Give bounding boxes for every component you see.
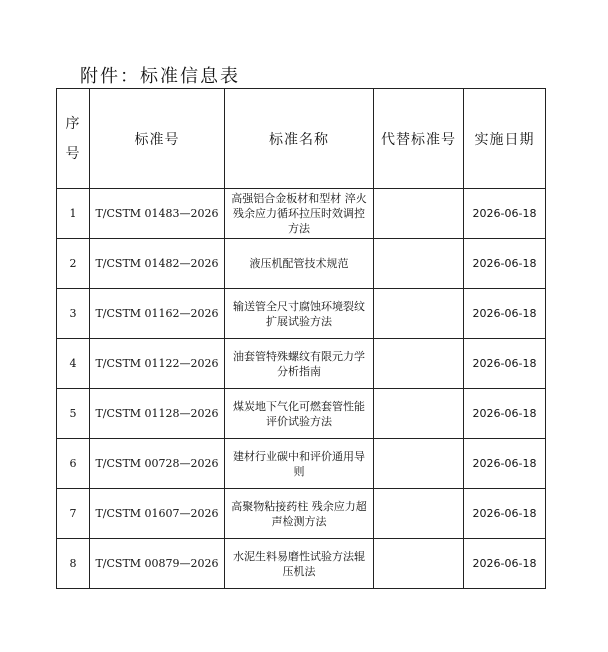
header-date: 实施日期 [464,89,546,189]
table-header-row [57,89,546,189]
cell-replace [374,389,464,439]
cell-date: 2026-06-18 [464,389,546,439]
cell-replace [374,239,464,289]
table-row [57,289,546,339]
table-row [57,339,546,389]
cell-date: 2026-06-18 [464,239,546,289]
cell-no: 2 [57,239,90,289]
cell-replace [374,289,464,339]
cell-date: 2026-06-18 [464,539,546,589]
cell-code: T/CSTM 01482—2026 [90,239,225,289]
header-no [57,89,90,189]
cell-no: 8 [57,539,90,589]
cell-name: 煤炭地下气化可燃套管性能评价试验方法 [225,389,374,439]
cell-no: 3 [57,289,90,339]
cell-replace [374,489,464,539]
cell-date: 2026-06-18 [464,189,546,239]
cell-code: T/CSTM 00879—2026 [90,539,225,589]
cell-code: T/CSTM 01483—2026 [90,189,225,239]
cell-no: 5 [57,389,90,439]
cell-code: T/CSTM 01162—2026 [90,289,225,339]
cell-date: 2026-06-18 [464,439,546,489]
table-row [57,389,546,439]
cell-name: 水泥生料易磨性试验方法辊压机法 [225,539,374,589]
cell-replace [374,539,464,589]
table-row [57,439,546,489]
table-row [57,489,546,539]
cell-no: 1 [57,189,90,239]
cell-replace [374,189,464,239]
table-row [57,189,546,239]
cell-code: T/CSTM 01607—2026 [90,489,225,539]
cell-date: 2026-06-18 [464,489,546,539]
cell-no: 4 [57,339,90,389]
cell-name: 油套管特殊螺纹有限元力学分析指南 [225,339,374,389]
cell-name: 输送管全尺寸腐蚀环境裂纹扩展试验方法 [225,289,374,339]
cell-name: 高聚物粘接药柱 残余应力超声检测方法 [225,489,374,539]
header-no-label: 序 号 [65,115,81,162]
standards-table [56,88,546,589]
header-replace: 代替标准号 [374,89,464,189]
cell-replace [374,439,464,489]
cell-date: 2026-06-18 [464,289,546,339]
cell-name: 液压机配管技术规范 [225,239,374,289]
cell-code: T/CSTM 00728—2026 [90,439,225,489]
cell-code: T/CSTM 01128—2026 [90,389,225,439]
page-title: 附件：标准信息表 [80,66,240,87]
cell-no: 7 [57,489,90,539]
cell-name: 建材行业碳中和评价通用导则 [225,439,374,489]
table-row [57,239,546,289]
header-name: 标准名称 [225,89,374,189]
cell-no: 6 [57,439,90,489]
header-code: 标准号 [90,89,225,189]
cell-name: 高强铝合金板材和型材 淬火残余应力循环拉压时效调控方法 [225,189,374,239]
cell-code: T/CSTM 01122—2026 [90,339,225,389]
cell-replace [374,339,464,389]
table-row [57,539,546,589]
cell-date: 2026-06-18 [464,339,546,389]
